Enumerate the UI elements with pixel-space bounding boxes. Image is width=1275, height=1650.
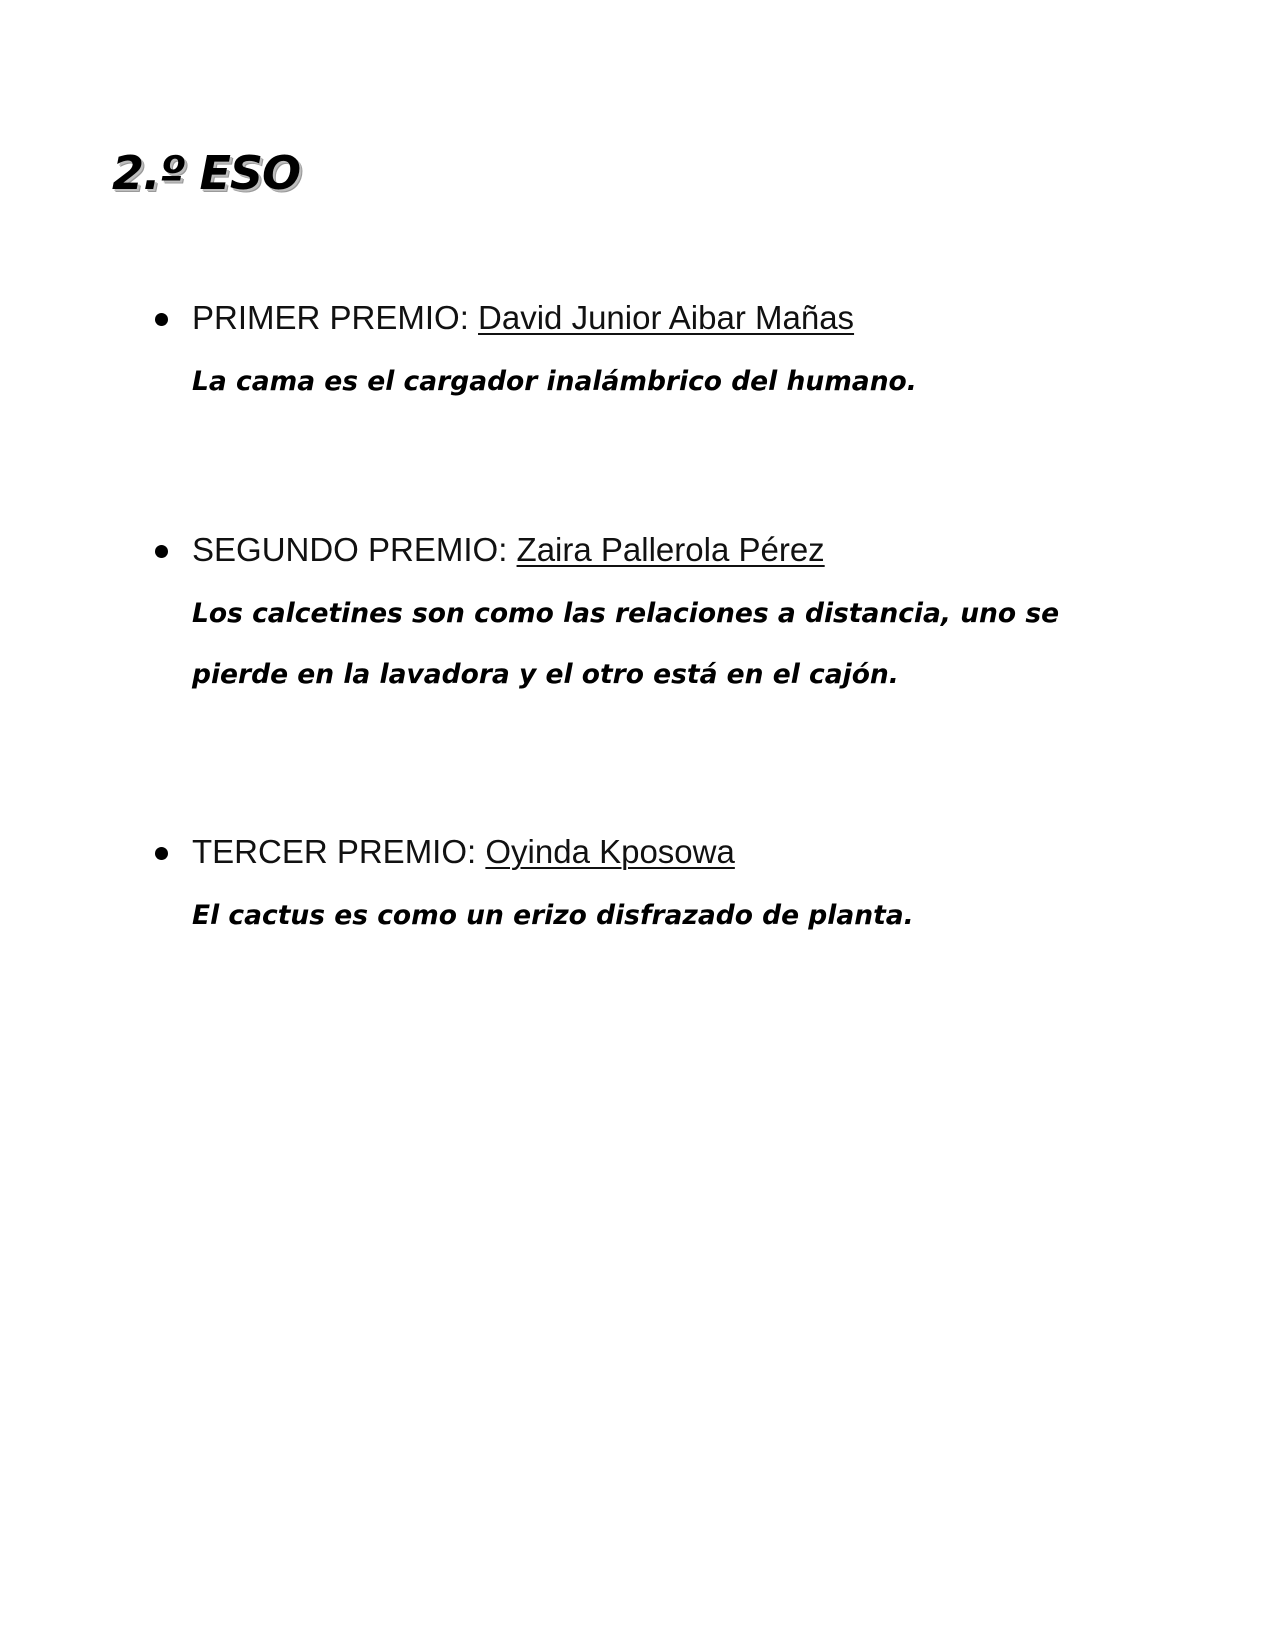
prize-label: PRIMER PREMIO: xyxy=(192,299,479,336)
winning-quote: El cactus es como un erizo disfrazado de planta. xyxy=(192,900,914,931)
bullet-icon xyxy=(155,847,168,860)
winner-name: Oyinda Kposowa xyxy=(485,833,735,870)
prize-heading xyxy=(192,298,854,338)
prize-heading xyxy=(192,832,735,872)
winning-quote: La cama es el cargador inalámbrico del humano. xyxy=(192,366,917,397)
page-title: 2.º ESO xyxy=(112,146,301,200)
winning-quote: Los calcetines son como las relaciones a distancia, uno se pierde en la lavadora y el otro está en el cajón. xyxy=(192,598,1060,690)
prize-label: SEGUNDO PREMIO: xyxy=(192,531,517,568)
prize-label: TERCER PREMIO: xyxy=(192,833,486,870)
winner-name: Zaira Pallerola Pérez xyxy=(516,531,825,568)
winner-name: David Junior Aibar Mañas xyxy=(478,299,855,336)
prize-heading xyxy=(192,530,825,570)
bullet-icon xyxy=(155,313,168,326)
bullet-icon xyxy=(155,545,168,558)
